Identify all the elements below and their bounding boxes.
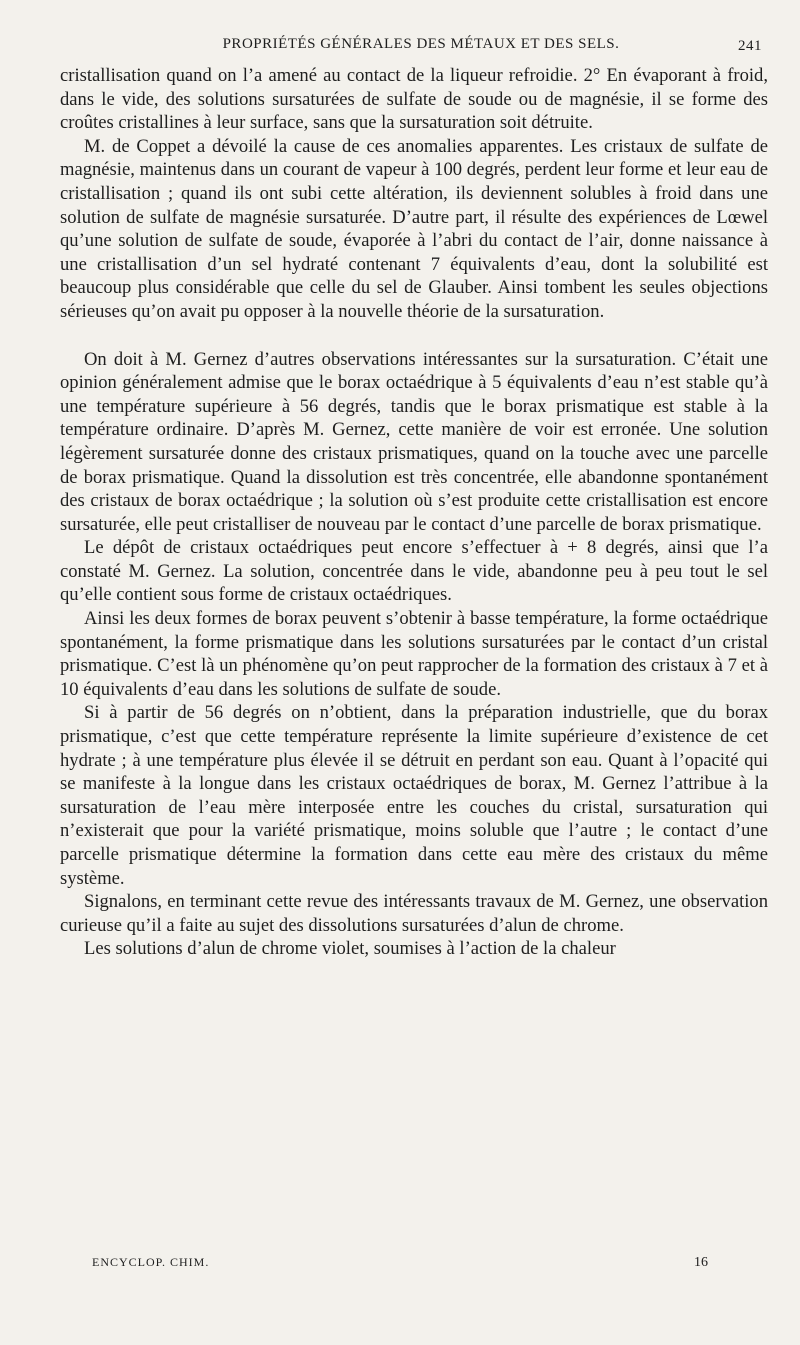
- page-number: 241: [738, 38, 762, 54]
- page-footer: [92, 1255, 708, 1273]
- paragraph-octahedral-deposit: Le dépôt de cristaux octaédriques peut encore s’effectuer à + 8 degrés, ainsi que l’a constaté M. Gernez. La solution, concentrée dans le vide, abandonne peu à peu tout le sel qu’elle contient sous forme de cristaux octaédriques.: [60, 537, 768, 606]
- signature-number: 16: [694, 1255, 708, 1270]
- paragraph-de-coppet: M. de Coppet a dévoilé la cause de ces anomalies apparentes. Les cristaux de sulfate de magnésie, maintenus dans un courant de vapeur à 100 degrés, perdent leur forme et leur eau de cristallisation ; quand ils ont subi cette altération, ils deviennent solubles à froid dans une solution de sulfate de magnésie sursaturée. D’autre part, il résulte des expériences de Lœwel qu’une solution de sulfate de soude, évaporée à l’abri du contact de l’air, donne naissance à une cristallisation d’un sel hydraté contenant 7 équivalents d’eau, dont la solubilité est beaucoup plus considérable que celle du sel de Glauber. Ainsi tombent les seules objections sérieuses qu’on avait pu opposer à la nouvelle théorie de la sursaturation.: [60, 135, 768, 322]
- body-text: [60, 64, 768, 961]
- running-header: [60, 36, 762, 58]
- paragraph-chrome-alum-intro: Signalons, en terminant cette revue des intéressants travaux de M. Gernez, une observation curieuse qu’il a faite au sujet des dissolutions sursaturées d’alun de chrome.: [60, 891, 768, 936]
- paragraph-two-forms: Ainsi les deux formes de borax peuvent s’obtenir à basse température, la forme octaédrique spontanément, la forme prismatique dans les solutions sursaturées par le contact d’un cristal prismatique. C’est là un phénomène qu’on peut rapprocher de la formation des cristaux à 7 et à 10 équivalents d’eau dans les solutions de sulfate de soude.: [60, 608, 768, 700]
- paragraph-gernez-borax: On doit à M. Gernez d’autres observations intéressantes sur la sursaturation. C’était une opinion généralement admise que le borax octaédrique à 5 équivalents d’eau n’est stable qu’à une température supérieure à 56 degrés, tandis que le borax prismatique est stable à la température ordinaire. D’après M. Gernez, cette manière de voir est erronée. Une solution légèrement sursaturée donne des cristaux prismatiques, quand on la touche avec une parcelle de borax prismatique. Quand la dissolution est très concentrée, elle abandonne spontanément des cristaux de borax octaédrique ; la solution où s’est produite cette cristallisation est encore sursaturée, elle peut cristalliser de nouveau par le contact d’une parcelle de borax prismatique.: [60, 348, 768, 535]
- paragraph-continuation: cristallisation quand on l’a amené au contact de la liqueur refroidie. 2° En évaporant à froid, dans le vide, des solutions sursaturées de sulfate de soude ou de magnésie, il se forme des croûtes cristallines à leur surface, sans que la sursaturation soit détruite.: [60, 65, 768, 134]
- running-title: PROPRIÉTÉS GÉNÉRALES DES MÉTAUX ET DES SELS.: [222, 36, 620, 52]
- signature-mark: ENCYCLOP. CHIM.: [92, 1255, 210, 1269]
- paragraph-56-degrees: Si à partir de 56 degrés on n’obtient, dans la préparation industrielle, que du borax prismatique, c’est que cette température représente la limite supérieure d’existence de cet hydrate ; à une température plus élevée il se détruit en perdant son eau. Quant à l’opacité qui se manifeste à la longue dans les cristaux octaédriques de borax, M. Gernez l’attribue à la sursaturation de l’eau mère interposée entre les couches du cristal, sursaturation qui n’existerait que pour la variété prismatique, moins soluble que l’autre ; le contact d’une parcelle prismatique détermine la formation dans cette eau mère des cristaux du même système.: [60, 702, 768, 889]
- paragraph-chrome-alum-violet: Les solutions d’alun de chrome violet, soumises à l’action de la chaleur: [84, 938, 616, 960]
